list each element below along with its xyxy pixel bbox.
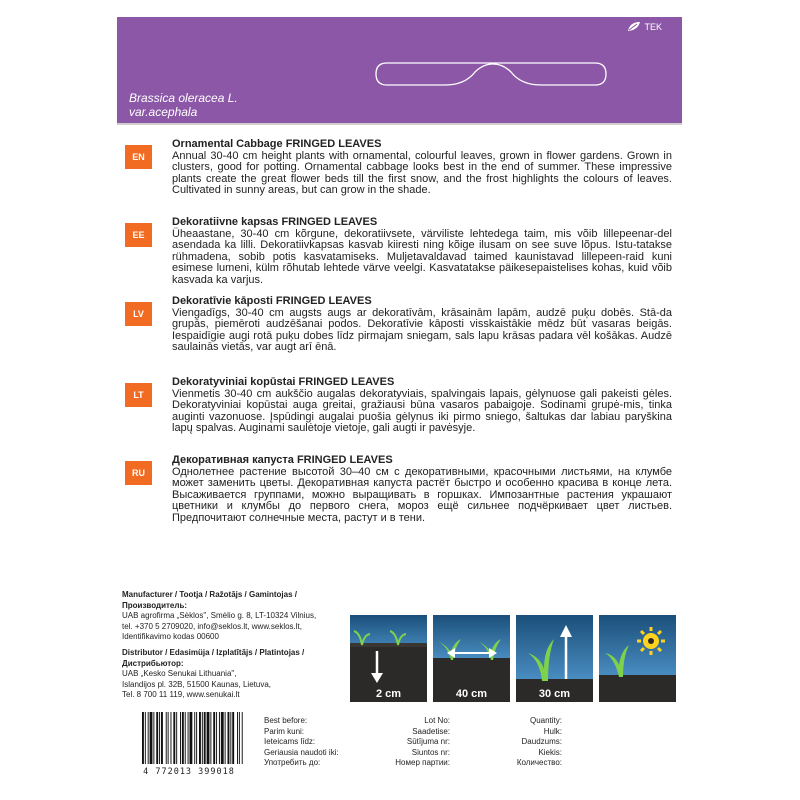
lang-title-en: Ornamental Cabbage FRINGED LEAVES xyxy=(172,138,382,150)
barcode xyxy=(140,712,245,764)
distributor-heading: Distributor / Edasimüja / Izplatītājs / Platintojas / Дистрибьютор: xyxy=(122,648,305,668)
brand-logo xyxy=(627,21,662,32)
lang-badge-lt: LT xyxy=(125,383,152,407)
lang-title-ee: Dekoratiivne kapsas FRINGED LEAVES xyxy=(172,216,378,228)
lang-title-lt: Dekoratyviniai kopūstai FRINGED LEAVES xyxy=(172,376,395,388)
distributor-line-3: Tel. 8 700 11 119, www.senukai.lt xyxy=(122,690,240,699)
best-before-label-en: Best before: xyxy=(264,716,308,725)
step-label-plant-height: 30 cm xyxy=(538,688,571,700)
lang-text-en xyxy=(172,139,672,197)
latin-name-line-1: Brassica oleracea L. xyxy=(129,91,238,105)
manufacturer-line-2: tel. +370 5 2709020, info@seklos.lt, www.seklos.lt, xyxy=(122,621,302,631)
manufacturer-heading: Manufacturer / Tootja / Ražotājs / Gamintojas / Производитель: xyxy=(122,590,297,610)
sun-full-icon xyxy=(599,615,676,702)
lang-badge-lv: LV xyxy=(125,302,152,326)
quantity-label-lv: Daudzums: xyxy=(521,737,562,747)
lot-label-ru: Номер партии: xyxy=(395,758,450,768)
latin-name xyxy=(129,91,238,119)
quantity-label-ru: Количество: xyxy=(516,758,562,768)
best-before-labels xyxy=(264,716,339,769)
step-plant-height xyxy=(516,615,593,702)
lot-label-lv: Sūtījuma nr: xyxy=(406,737,450,747)
distributor-line-2: Islandijos pl. 32B, 51500 Kaunas, Lietuva, xyxy=(122,679,271,689)
lang-badge-ru: RU xyxy=(125,461,152,485)
lang-text-lt xyxy=(172,377,672,435)
best-before-label-ee: Parim kuni: xyxy=(264,726,305,736)
manufacturer-line-1: UAB agrofirma „Sėklos", Smėlio g. 8, LT-10324 Vilnius, xyxy=(122,611,317,620)
lang-text-ru xyxy=(172,455,672,525)
quantity-label-lt: Kiekis: xyxy=(538,747,562,757)
step-sun-requirement xyxy=(599,615,676,702)
lot-label-lt: Siuntos nr: xyxy=(411,747,450,757)
quantity-label-en: Quantity: xyxy=(529,716,562,725)
lang-body-ru: Однолетнее растение высотой 30–40 см с декоративными, красочными листьями, на клумбе может заменить цветы. Декоративная капуста растёт быстро и особенно красива в конце лета. Высаживается группами, можно выращивать в горшках. Импозантные растения украшают цветники и клумбы до первого снега, мороз ещё сильнее подчёркивает цвет листьев. Предпочитают солнечные места, растут и в тени. xyxy=(172,465,672,524)
lang-title-ru: Декоративная капуста FRINGED LEAVES xyxy=(172,454,393,466)
step-label-sowing-depth: 2 cm xyxy=(375,688,402,700)
lot-label-ee: Saadetise: xyxy=(412,726,450,736)
step-sowing-depth xyxy=(350,615,427,702)
packet-header xyxy=(117,17,682,123)
lang-badge-en: EN xyxy=(125,145,152,169)
distributor-block xyxy=(122,648,348,701)
planting-steps xyxy=(350,615,676,702)
lang-title-lv: Dekoratīvie kāposti FRINGED LEAVES xyxy=(172,295,372,307)
latin-name-line-2: var.acephala xyxy=(129,105,198,119)
lang-body-lt: Vienmetis 30-40 cm aukščio augalas dekoratyviais, spalvingais lapais, gėlynuose gali pakeisti gėles. Dekoratyviniai kopūstai auga greitai, gražiausi būna vasaros pabaigoje. Sodinami grupė-mis, tinka auginti vazonuose. Įspūdingi augalai puošia gėlynus iki pirmo sniego, šaltukas dar labiau paryškina lapų spalvas. Auginami saulėtoje vietoje, gali augti ir pavėsyje. xyxy=(172,387,672,435)
lang-body-en: Annual 30-40 cm height plants with ornamental, colourful leaves, grown in flower gardens. Grown in clusters, good for potting. Ornamental cabbage looks best in the end of summer. These impressive plants create the great flower beds till the first snow, and the frost highlights the colours of leaves. Cultivated in sunny areas, but can grow in the shade. xyxy=(172,149,672,197)
seed-packet-back xyxy=(117,17,682,782)
best-before-label-lv: Ieteicams līdz: xyxy=(264,737,316,747)
best-before-label-lt: Geriausia naudoti iki: xyxy=(264,747,339,757)
lang-text-ee xyxy=(172,217,672,287)
quantity-labels xyxy=(484,716,562,769)
step-plant-spacing xyxy=(433,615,510,702)
lang-badge-ee: EE xyxy=(125,223,152,247)
barcode-number: 4 772013 399018 xyxy=(143,767,235,777)
lang-body-ee: Üheaastane, 30-40 cm kõrgune, dekoratiivsete, värviliste lehtedega taim, mis võib lillepeenar-del asendada ka lilli. Dekoratiivkapsas kasvab kiiresti ning kõige ilusam on see suve lõpus. Istu-tatakse rühmadena, sobib potis kasvatamiseks. Muljetavaldavad taimed kaunistavad lillepeen-raid kuni esimese lumeni, külm rõhutab lehtede värve veelgi. Kasvatatakse päikesepaistelises kohas, kuid võib kasvada ka varjus. xyxy=(172,227,672,286)
lot-number-labels xyxy=(372,716,450,769)
leaf-icon xyxy=(627,21,641,32)
lang-text-lv xyxy=(172,296,672,354)
packet-footer xyxy=(117,709,682,782)
distributor-line-1: UAB „Kesko Senukai Lithuania", xyxy=(122,669,237,678)
best-before-label-ru: Употребить до: xyxy=(264,758,321,768)
quantity-label-ee: Hulk: xyxy=(543,726,562,736)
lot-label-en: Lot No: xyxy=(424,716,450,725)
manufacturer-block xyxy=(122,590,348,643)
lang-body-lv: Viengadīgs, 30-40 cm augsts augs ar dekoratīvām, krāsainām lapām, audzē puķu dobēs. Stā-da grupās, piemēroti audzēšanai podos. Dekoratīvie kāposti visskaistākie mēdz būt vasaras beigās. Iespaidīgie augi rotā puķu dobes līdz pirmajam sniegam, sals lapu krāsas padara vēl košākas. Audzē saulainās vietās, var augt arī ēnā. xyxy=(172,306,672,354)
hang-slot-outline xyxy=(375,62,607,86)
step-label-plant-spacing: 40 cm xyxy=(455,688,488,700)
header-divider xyxy=(117,123,682,125)
brand-name: TEK xyxy=(644,21,662,32)
manufacturer-line-3: Identifikavimo kodas 00600 xyxy=(122,632,219,641)
